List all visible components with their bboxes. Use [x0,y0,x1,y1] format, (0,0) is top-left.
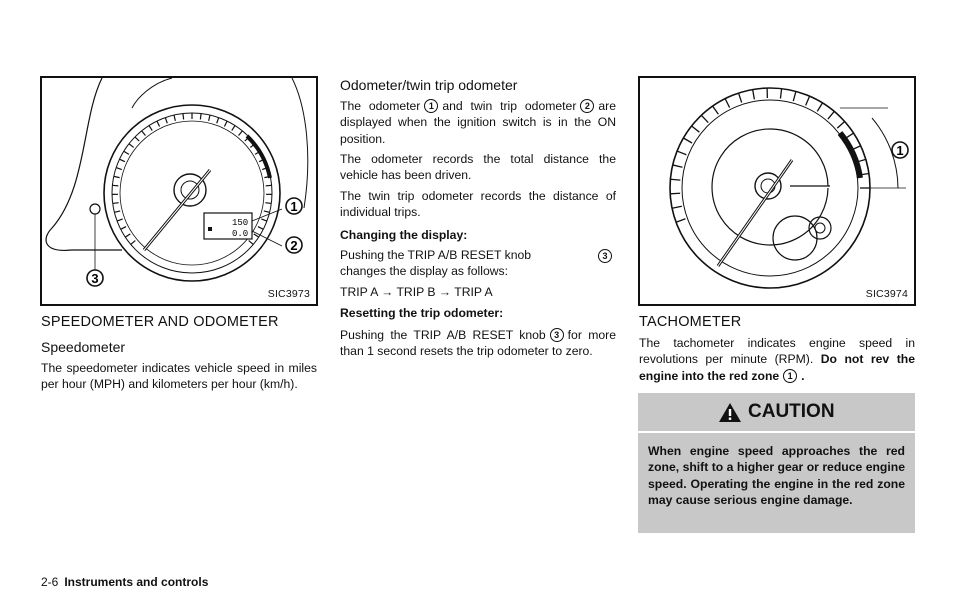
gauge-tick [261,219,267,221]
gauge-tick [670,193,680,194]
figure-code: SIC3974 [865,288,908,300]
caution-text: When engine speed approaches the red zone, shift to a higher gear or reduce engine speed. Operating the engine in the red zone may cause serious engine damage. [638,433,915,533]
gauge-tick [224,121,227,126]
callout-3: 3 [91,271,99,286]
gauge-tick [232,126,235,131]
p4-text-b: changes the display as follows: [340,264,509,279]
callout-1: 1 [290,199,298,214]
gauge-tick [217,118,219,124]
gauge-tick [129,144,134,148]
tach-text-bold: Do not rev the engine into the red zone [639,352,915,383]
speedometer-figure [40,76,318,306]
gauge-tick [672,206,682,208]
gauge-tick [117,219,123,221]
gauge-tick [183,114,184,120]
gauge-tick [837,122,844,129]
tach-callout-ref-1: 1 [783,369,797,383]
gauge-tick [149,126,152,131]
page-number: 2-6 [41,575,59,589]
gauge-tick [142,131,146,136]
gauge-tick [725,99,729,108]
gauge-tick [119,159,124,162]
odometer-para-2: The odometer records the total distance the vehicle has been driven. [340,152,616,183]
gauge-tick [174,115,175,121]
p5-text-a: Pushing the TRIP A/B RESET knob [340,328,546,342]
speedometer-heading: Speedometer [41,339,126,355]
figure-code: SIC3973 [267,288,310,300]
callout-ref-3b: 3 [550,328,564,342]
p1-text-c: are displayed when the ignition switch is in the ON position. [340,99,616,146]
gauge-tick [793,91,796,101]
tach-text-a: The tachometer indicates engine speed in revolutions per minute (RPM). [639,336,915,367]
display-line-2: 0.0 [232,229,249,239]
gauge-tick [249,241,254,245]
changing-display-text [340,247,616,280]
tachometer-figure [638,76,916,306]
gauge-tick [677,151,686,155]
display-sequence: TRIP A → TRIP B → TRIP A [340,285,493,299]
gauge-tick [165,118,167,124]
gauge-tick [200,114,201,120]
caution-title: CAUTION [748,401,835,422]
changing-display-heading: Changing the display: [340,228,468,242]
warning-icon [718,402,742,423]
callout-2: 2 [290,238,298,253]
p1-text-a: The odometer [340,99,421,113]
callout-ref-2: 2 [580,99,594,113]
gauge-tick [739,93,742,102]
caution-header [638,393,915,431]
gauge-tick [113,203,119,204]
odometer-para-1 [340,98,616,147]
gauge-tick [828,111,834,119]
gauge-tick [683,138,692,143]
odometer-heading: Odometer/twin trip odometer [340,77,518,93]
page-footer [41,575,208,589]
gauge-tick [266,185,272,186]
gauge-tick [676,219,685,222]
tach-callout-1: 1 [896,143,904,158]
gauge-tick [701,115,708,122]
gauge-tick [209,115,210,121]
section-name: Instruments and controls [64,575,209,589]
p4-text-a: Pushing the TRIP A/B RESET knob [340,248,532,262]
gauge-tick [264,211,270,212]
tachometer-heading: TACHOMETER [639,314,742,330]
callout-ref-3: 3 [598,249,612,263]
speedometer-text: The speedometer indicates vehicle speed in miles per hour (MPH) and kilometers per hour (km/h). [41,361,317,392]
gauge-tick [239,131,243,136]
callout-ref-1: 1 [424,99,438,113]
gauge-tick [780,89,781,99]
gauge-tick [124,151,129,154]
gauge-tick [114,211,120,212]
tachometer-illustration [640,78,914,304]
gauge-tick [131,241,136,245]
resetting-text [340,327,616,360]
gauge-tick [265,203,271,204]
display-line-1: 150 [232,218,249,228]
gauge-tick [806,96,810,105]
tachometer-text: The tachometer indicates engine speed in revolutions per minute (RPM). Do not rev the engine into the red zone 1 . [639,336,915,383]
gauge-tick [125,234,130,237]
gauge-tick [157,121,160,126]
gauge-tick [673,165,683,167]
speedometer-illustration [42,78,316,304]
resetting-heading: Resetting the trip odometer: [340,306,504,320]
odometer-para-3: The twin trip odometer records the distance of individual trips. [340,189,616,220]
section-heading: SPEEDOMETER AND ODOMETER [41,314,279,330]
gauge-tick [135,137,139,141]
gauge-tick [817,103,822,112]
gauge-tick [112,185,118,186]
gauge-tick [670,179,680,180]
gauge-tick [114,176,120,177]
gauge-tick [121,227,126,230]
p5-text-b: for more than 1 second resets the trip odometer to zero. [340,328,616,359]
p1-text-b: and twin trip odometer [442,99,577,113]
gauge-tick [692,126,700,132]
gauge-tick [258,227,263,230]
gauge-tick [116,168,122,170]
gauge-tick [753,90,755,100]
gauge-tick [713,106,719,114]
